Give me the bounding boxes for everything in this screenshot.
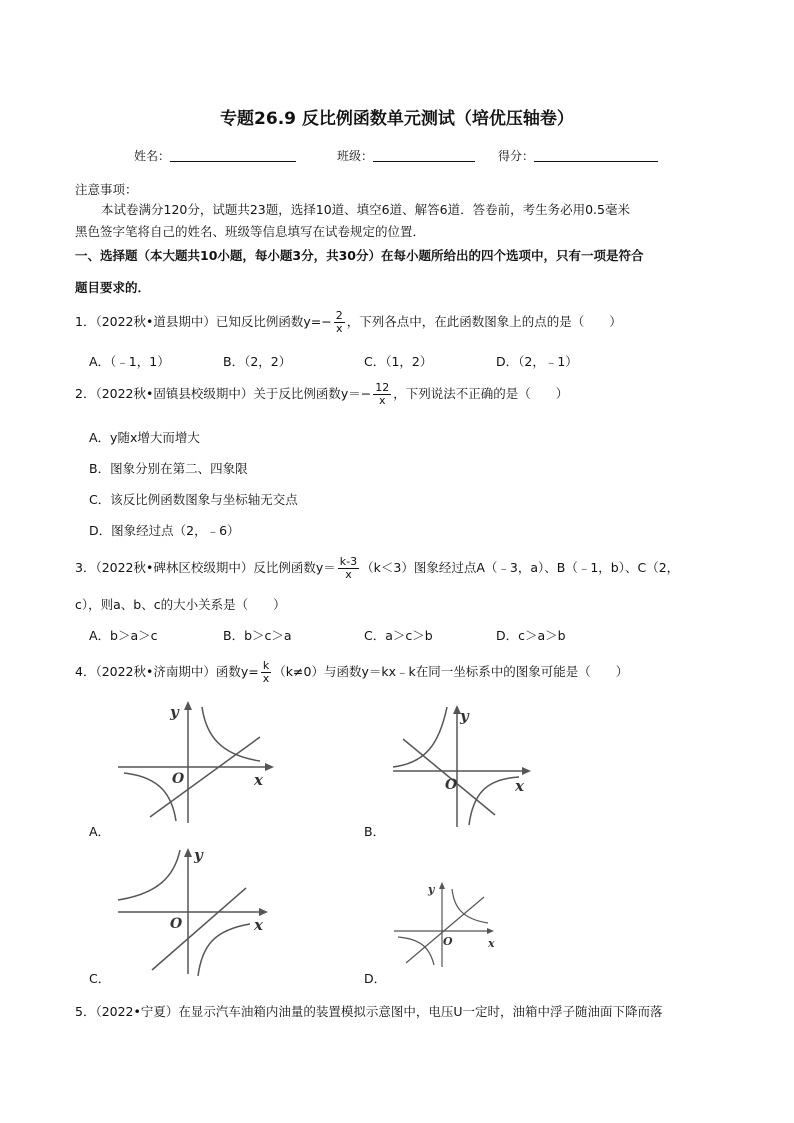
score-field [498, 147, 658, 164]
q4-y-equals: y= [240, 664, 259, 679]
x-label: x [515, 777, 524, 795]
question-3-stem-line-2: c），则a、b、c的大小关系是（ ） [75, 597, 286, 612]
hyperbola-branch [118, 850, 180, 900]
q4-numerator: k [261, 660, 272, 673]
y-arrow-icon [184, 848, 192, 857]
q1-prefix: 1．（2022秋•道县期中）已知反比例函数 [75, 314, 304, 329]
q1-denominator: x [335, 322, 343, 335]
q2-option-d[interactable]: D．图象经过点（2，﹣6） [89, 523, 240, 538]
x-label: x [254, 771, 263, 789]
score-label: 得分： [498, 149, 535, 163]
q4-prefix: 4．（2022秋•济南期中）函数 [75, 664, 241, 679]
y-arrow-icon [439, 882, 445, 889]
q3-option-b[interactable]: B．b＞c＞a [223, 628, 292, 643]
q3-denominator: x [345, 568, 352, 581]
x-arrow-icon [487, 928, 494, 934]
q3-option-d[interactable]: D．c＞a＞b [496, 628, 566, 643]
q4-denominator: x [262, 672, 270, 685]
q1-option-b[interactable]: B．（2，2） [223, 354, 292, 369]
q2-denominator: x [379, 394, 386, 407]
hyperbola-branch [398, 937, 434, 965]
hyperbola-branch [393, 707, 447, 767]
origin-label: O [170, 916, 183, 932]
q3-fraction [338, 556, 359, 581]
q2-y-equals: y＝ [340, 386, 361, 401]
q2-fraction [373, 382, 391, 407]
q4-condition: （k≠0） [273, 664, 324, 679]
page-title: 专题26.9 反比例函数单元测试（培优压轴卷） [220, 109, 574, 129]
q1-suffix: ，下列各点中，在此函数图象上的点的是（ ） [346, 314, 622, 329]
question-4-stem [75, 660, 628, 685]
hyperbola-branch [202, 707, 260, 761]
notes-line-1: 本试卷满分120分，试题共23题，选择10道、填空6道、解答6道．答卷前，考生务必用0.5毫米 [101, 202, 630, 217]
q4-suffix: 与函数y＝kx﹣k在同一坐标系中的图象可能是（ ） [323, 664, 629, 679]
y-label: y [428, 883, 435, 896]
y-label: y [460, 707, 469, 725]
y-arrow-icon [184, 701, 192, 710]
q1-option-c[interactable]: C．（1，2） [364, 354, 433, 369]
line-graph [406, 897, 484, 963]
q2-option-a[interactable]: A．y随x增大而增大 [89, 430, 200, 445]
name-blank[interactable] [170, 149, 296, 162]
q4-graph-a [110, 695, 280, 825]
hyperbola-branch [452, 889, 488, 923]
x-arrow-icon [265, 763, 274, 771]
q4-graph-c [110, 842, 280, 982]
q4-option-c[interactable]: C． [89, 971, 111, 986]
origin-label: O [172, 771, 185, 787]
q3-numerator: k-3 [339, 555, 358, 568]
notes-line-2: 黑色签字笔将自己的姓名、班级等信息填写在试卷规定的位置． [75, 224, 426, 239]
q1-y-equals: y= [303, 314, 322, 329]
q2-prefix: 2．（2022秋•固镇县校级期中）关于反比例函数 [75, 386, 341, 401]
x-label: x [254, 916, 263, 934]
q4-option-d[interactable]: D． [364, 971, 387, 986]
question-5-stem: 5．（2022•宁夏）在显示汽车油箱内油量的装置模拟示意图中，电压U一定时，油箱中浮子随油面下降而落 [75, 1004, 663, 1019]
q1-option-d[interactable]: D．（2，﹣1） [496, 354, 578, 369]
q1-fraction [334, 310, 345, 335]
section-heading-line-1: 一、选择题（本大题共10小题，每小题3分，共30分）在每小题所给出的四个选项中，只有一项是符合 [75, 248, 644, 263]
q2-numerator: 12 [375, 381, 390, 394]
class-field [337, 147, 475, 164]
q4-graph-b [385, 695, 540, 830]
question-3-stem [75, 556, 679, 581]
q2-option-b[interactable]: B．图象分别在第二、四象限 [89, 461, 248, 476]
q2-option-c[interactable]: C．该反比例函数图象与坐标轴无交点 [89, 492, 298, 507]
q1-minus: − [321, 314, 332, 329]
x-arrow-icon [259, 908, 268, 916]
class-blank[interactable] [373, 149, 475, 162]
q3-option-c[interactable]: C．a＞c＞b [364, 628, 433, 643]
q4-option-b[interactable]: B． [364, 824, 386, 839]
question-1-stem [75, 310, 622, 335]
question-2-stem [75, 382, 568, 407]
q2-suffix: ，下列说法不正确的是（ ） [393, 386, 569, 401]
q3-suffix: （k＜3）图象经过点A（﹣3，a）、B（﹣1，b）、C（2， [361, 560, 680, 575]
q2-minus: − [360, 386, 372, 401]
hyperbola-branch [124, 773, 176, 821]
q3-prefix: 3．（2022秋•碑林区校级期中）反比例函数 [75, 560, 316, 575]
score-blank[interactable] [534, 149, 658, 162]
q3-y-equals: y＝ [315, 560, 336, 575]
q1-option-a[interactable]: A．（﹣1，1） [89, 354, 170, 369]
q3-option-a[interactable]: A．b＞a＞c [89, 628, 158, 643]
q4-fraction [261, 660, 272, 685]
name-field [134, 147, 296, 164]
class-label: 班级： [337, 149, 374, 163]
section-heading-line-2: 题目要求的． [75, 280, 151, 295]
y-label: y [170, 703, 179, 721]
q4-graph-d [388, 875, 503, 970]
x-label: x [488, 937, 495, 950]
y-label: y [194, 846, 203, 864]
origin-label: O [443, 935, 453, 948]
notes-heading: 注意事项： [75, 182, 138, 197]
hyperbola-branch [198, 924, 250, 976]
line-graph [150, 737, 260, 817]
q1-numerator: 2 [335, 309, 343, 322]
hyperbola-branch [469, 777, 519, 825]
name-label: 姓名： [134, 149, 171, 163]
origin-label: O [445, 777, 458, 793]
q4-option-a[interactable]: A． [89, 824, 111, 839]
x-arrow-icon [522, 767, 531, 775]
